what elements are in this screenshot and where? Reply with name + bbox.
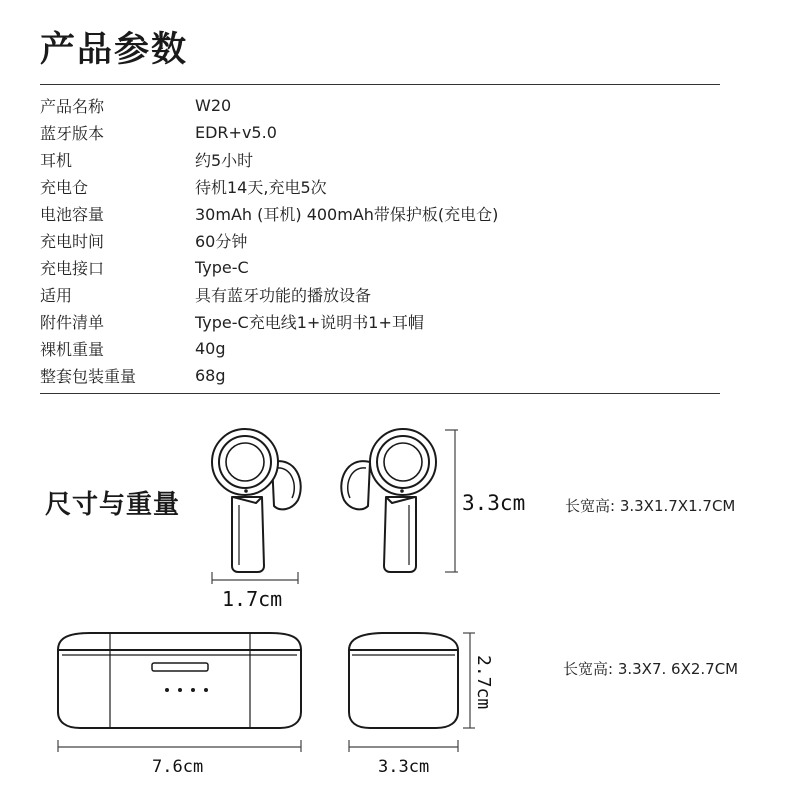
spec-label: 耳机	[40, 151, 73, 170]
case-front-illustration	[58, 633, 301, 728]
spec-value: 60分钟	[195, 232, 248, 251]
spec-label: 电池容量	[40, 205, 105, 224]
case-width-label: 3.3cm	[378, 757, 430, 777]
spec-value: W20	[195, 96, 232, 115]
spec-label: 充电仓	[40, 178, 89, 197]
case-side-illustration	[349, 633, 458, 728]
spec-value: 具有蓝牙功能的播放设备	[195, 286, 372, 305]
spec-value: Type-C	[195, 258, 249, 277]
spec-value: 约5小时	[195, 151, 254, 170]
case-length-label: 7.6cm	[152, 757, 204, 777]
spec-label: 适用	[40, 286, 73, 305]
earbud-size-note: 长宽高: 3.3X1.7X1.7CM	[565, 497, 736, 515]
spec-label: 产品名称	[40, 97, 105, 116]
case-width-dimension	[349, 740, 458, 752]
spec-value: 40g	[195, 339, 226, 358]
spec-label: 充电接口	[40, 259, 105, 278]
earbud-right-illustration	[341, 429, 436, 572]
earbud-left-illustration	[212, 429, 301, 572]
case-size-note: 长宽高: 3.3X7. 6X2.7CM	[563, 660, 739, 678]
spec-value: 30mAh (耳机) 400mAh带保护板(充电仓)	[195, 205, 499, 224]
spec-label: 裸机重量	[40, 340, 105, 359]
spec-label: 蓝牙版本	[40, 124, 105, 143]
spec-label: 附件清单	[40, 313, 105, 332]
case-length-dimension	[58, 740, 301, 752]
earbud-width-dimension	[212, 572, 298, 584]
spec-label: 整套包装重量	[40, 367, 137, 386]
earbud-height-label: 3.3cm	[462, 491, 526, 515]
earbud-width-label: 1.7cm	[222, 587, 283, 611]
spec-value: 68g	[195, 366, 226, 385]
spec-value: EDR+v5.0	[195, 123, 277, 142]
case-height-label: 2.7cm	[473, 655, 494, 710]
dimensions-title: 尺寸与重量	[45, 490, 181, 520]
spec-label: 充电时间	[40, 232, 105, 251]
page-title: 产品参数	[40, 30, 189, 70]
spec-value: Type-C充电线1+说明书1+耳帽	[195, 313, 424, 332]
spec-value: 待机14天,充电5次	[195, 178, 327, 197]
earbud-height-dimension	[445, 430, 458, 572]
